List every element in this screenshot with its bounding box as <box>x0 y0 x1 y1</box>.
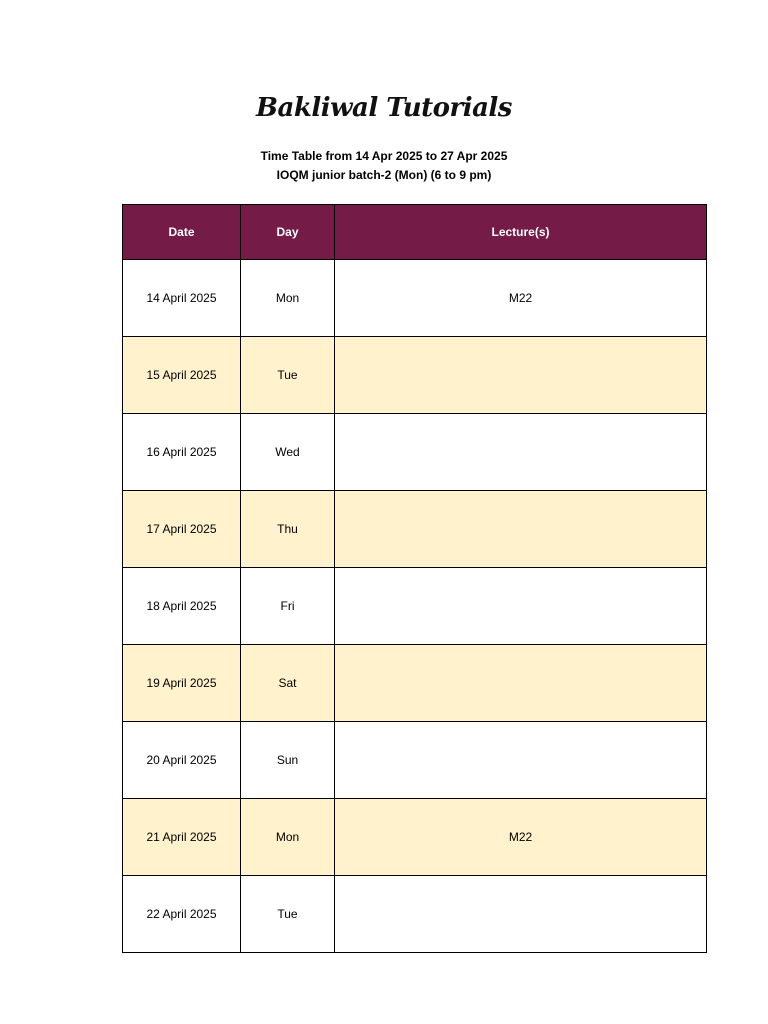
date-cell: 14 April 2025 <box>123 260 241 337</box>
day-cell: Sat <box>241 645 335 722</box>
lecture-cell: M22 <box>335 260 707 337</box>
table-row <box>123 491 707 568</box>
table-header-row <box>123 205 707 260</box>
day-cell: Tue <box>241 876 335 953</box>
date-cell: 20 April 2025 <box>123 722 241 799</box>
lecture-cell: M22 <box>335 799 707 876</box>
lecture-cell <box>335 337 707 414</box>
table-row <box>123 568 707 645</box>
date-cell: 19 April 2025 <box>123 645 241 722</box>
timetable-date-range: Time Table from 14 Apr 2025 to 27 Apr 2025 <box>260 149 508 163</box>
table-row <box>123 799 707 876</box>
day-cell: Mon <box>241 260 335 337</box>
day-cell: Wed <box>241 414 335 491</box>
lecture-cell <box>335 876 707 953</box>
lecture-cell <box>335 645 707 722</box>
date-cell: 15 April 2025 <box>123 337 241 414</box>
column-header-lectures: Lecture(s) <box>335 205 707 260</box>
lecture-cell <box>335 568 707 645</box>
day-cell: Tue <box>241 337 335 414</box>
lecture-cell <box>335 722 707 799</box>
day-cell: Mon <box>241 799 335 876</box>
table-row <box>123 260 707 337</box>
table-row <box>123 722 707 799</box>
timetable <box>122 204 707 953</box>
column-header-day: Day <box>241 205 335 260</box>
column-header-date: Date <box>123 205 241 260</box>
lecture-cell <box>335 491 707 568</box>
date-cell: 18 April 2025 <box>123 568 241 645</box>
batch-name: IOQM junior batch-2 (Mon) (6 to 9 pm) <box>276 168 492 182</box>
day-cell: Sun <box>241 722 335 799</box>
day-cell: Thu <box>241 491 335 568</box>
brand-logo-title: Bakliwal Tutorials <box>256 93 512 123</box>
date-cell: 22 April 2025 <box>123 876 241 953</box>
table-row <box>123 876 707 953</box>
table-row <box>123 337 707 414</box>
date-cell: 16 April 2025 <box>123 414 241 491</box>
date-cell: 21 April 2025 <box>123 799 241 876</box>
table-row <box>123 645 707 722</box>
date-cell: 17 April 2025 <box>123 491 241 568</box>
table-row <box>123 414 707 491</box>
lecture-cell <box>335 414 707 491</box>
day-cell: Fri <box>241 568 335 645</box>
